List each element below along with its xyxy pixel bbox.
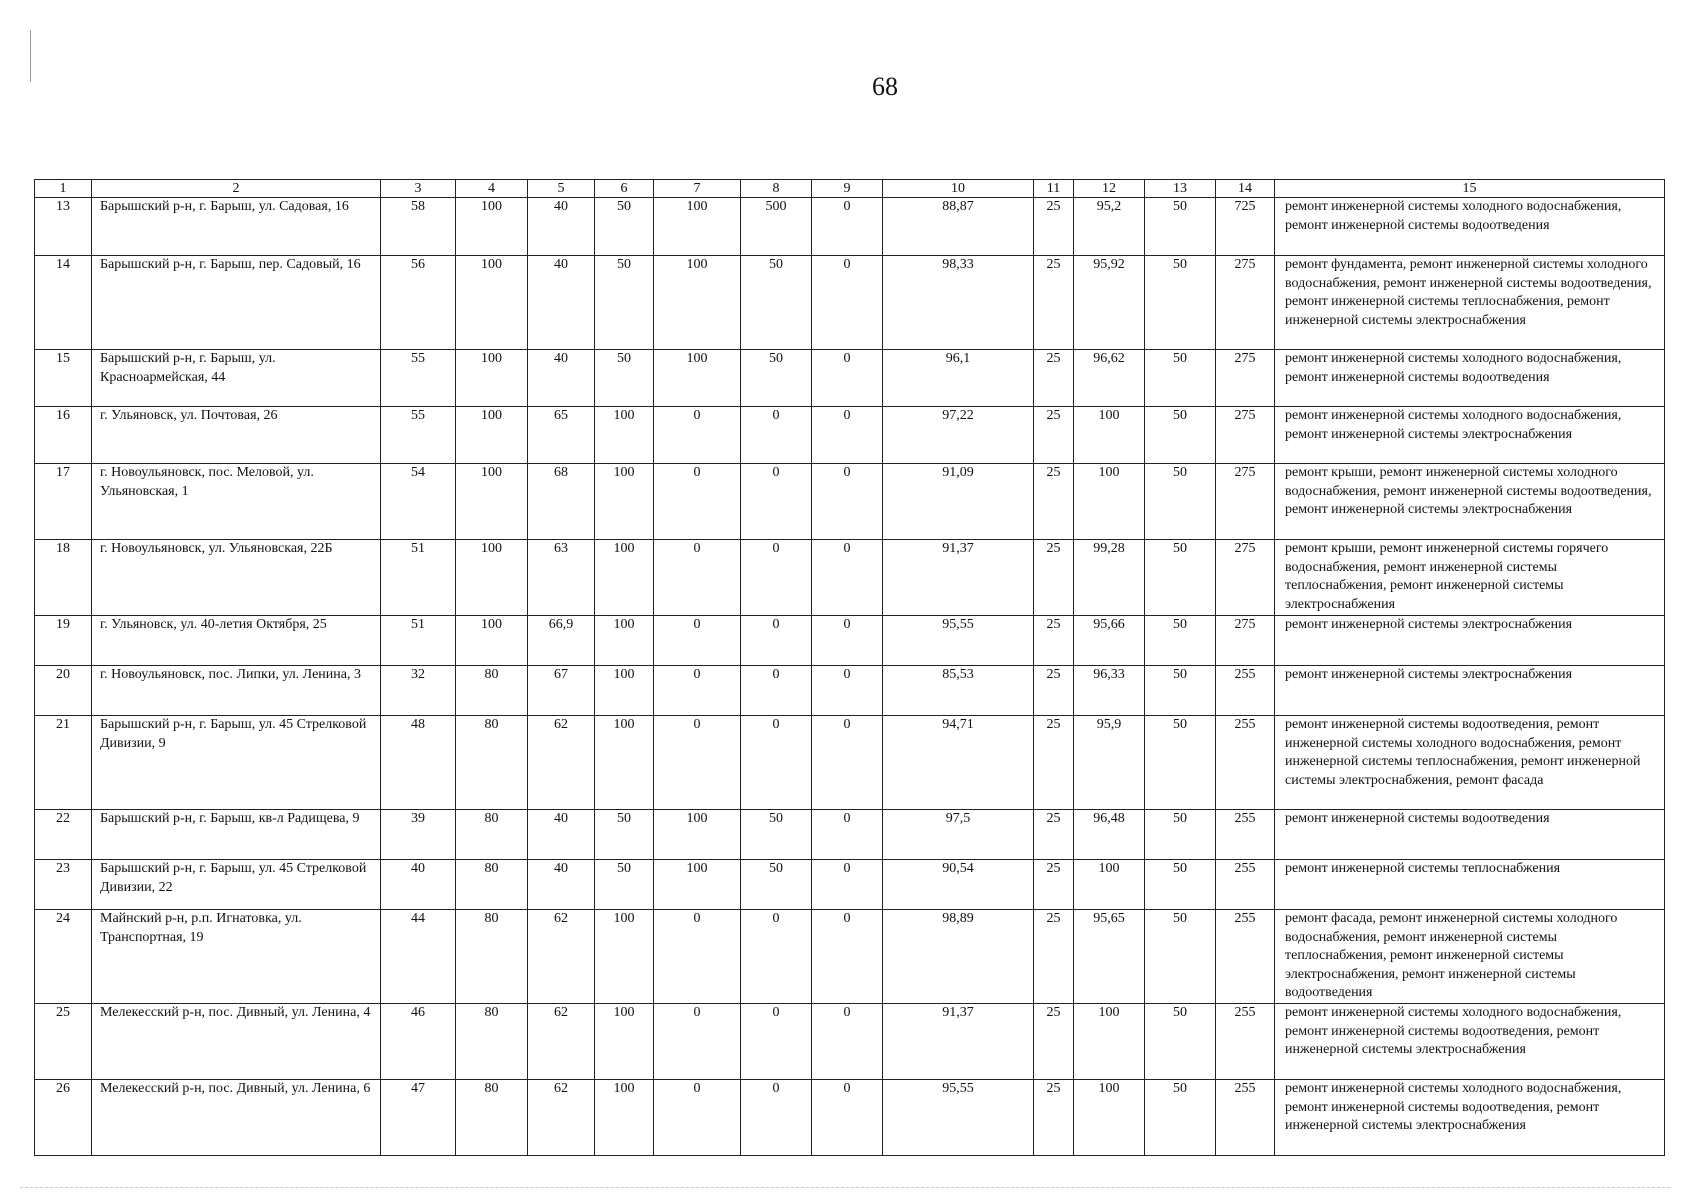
table-cell: 0 (741, 616, 812, 666)
table-row (35, 716, 1665, 810)
table-cell: 500 (741, 198, 812, 256)
table-cell: 80 (456, 910, 528, 1004)
table-cell: 0 (812, 1080, 883, 1156)
table-cell: 100 (456, 464, 528, 540)
table-row (35, 860, 1665, 910)
table-cell: 0 (654, 716, 741, 810)
works-cell: ремонт фундамента, ремонт инженерной системы холодного водоснабжения, ремонт инженерной системы водоотведения, ремонт инженерной системы теплоснабжения, ремонт инженерной системы электроснабжения (1275, 256, 1665, 350)
table-cell: 25 (1034, 1004, 1074, 1080)
table-row (35, 810, 1665, 860)
row-number-cell: 18 (35, 540, 92, 616)
table-cell: 54 (381, 464, 456, 540)
table-cell: 100 (654, 198, 741, 256)
table-cell: 50 (741, 810, 812, 860)
table-cell: 100 (595, 716, 654, 810)
table-cell: 99,28 (1074, 540, 1145, 616)
table-cell: 50 (1145, 407, 1216, 464)
table-cell: 100 (1074, 407, 1145, 464)
address-cell: Мелекесский р-н, пос. Дивный, ул. Ленина, 6 (92, 1080, 381, 1156)
table-cell: 40 (528, 256, 595, 350)
table-cell: 25 (1034, 1080, 1074, 1156)
table-row (35, 1080, 1665, 1156)
table-cell: 62 (528, 910, 595, 1004)
table-cell: 40 (528, 350, 595, 407)
address-cell: Мелекесский р-н, пос. Дивный, ул. Ленина, 4 (92, 1004, 381, 1080)
table-cell: 50 (1145, 716, 1216, 810)
row-number-cell: 16 (35, 407, 92, 464)
table-body (35, 180, 1665, 1156)
table-cell: 95,55 (883, 616, 1034, 666)
table-cell: 63 (528, 540, 595, 616)
table-cell: 97,5 (883, 810, 1034, 860)
table-cell: 25 (1034, 256, 1074, 350)
row-number-cell: 24 (35, 910, 92, 1004)
column-number-row (35, 180, 1665, 198)
table-cell: 40 (528, 198, 595, 256)
table-cell: 51 (381, 616, 456, 666)
table-cell: 95,2 (1074, 198, 1145, 256)
table-cell: 98,33 (883, 256, 1034, 350)
row-number-cell: 17 (35, 464, 92, 540)
page-number: 68 (872, 72, 898, 101)
table-cell: 50 (741, 860, 812, 910)
table-cell: 255 (1216, 666, 1275, 716)
table-cell: 80 (456, 666, 528, 716)
table-cell: 275 (1216, 540, 1275, 616)
row-number-cell: 21 (35, 716, 92, 810)
table-cell: 80 (456, 716, 528, 810)
column-number: 4 (456, 180, 528, 198)
table-cell: 98,89 (883, 910, 1034, 1004)
works-cell: ремонт инженерной системы водоотведения, ремонт инженерной системы холодного водоснабжения, ремонт инженерной системы теплоснабжения, ремонт инженерной системы электроснабжения, ремонт фасада (1275, 716, 1665, 810)
table-cell: 25 (1034, 860, 1074, 910)
table-cell: 80 (456, 1080, 528, 1156)
address-cell: Барышский р-н, г. Барыш, ул. Садовая, 16 (92, 198, 381, 256)
table-cell: 0 (654, 464, 741, 540)
address-cell: г. Ульяновск, ул. 40-летия Октября, 25 (92, 616, 381, 666)
table-cell: 100 (1074, 464, 1145, 540)
table-cell: 275 (1216, 616, 1275, 666)
table-cell: 50 (1145, 464, 1216, 540)
table-cell: 25 (1034, 198, 1074, 256)
table-cell: 255 (1216, 860, 1275, 910)
table-cell: 50 (1145, 810, 1216, 860)
table-cell: 0 (654, 1004, 741, 1080)
table-cell: 46 (381, 1004, 456, 1080)
table-cell: 97,22 (883, 407, 1034, 464)
table-row (35, 616, 1665, 666)
table-cell: 255 (1216, 1004, 1275, 1080)
table-cell: 50 (741, 256, 812, 350)
table-cell: 85,53 (883, 666, 1034, 716)
table-cell: 55 (381, 407, 456, 464)
table-cell: 100 (595, 540, 654, 616)
table-cell: 96,33 (1074, 666, 1145, 716)
table-cell: 94,71 (883, 716, 1034, 810)
table-cell: 100 (654, 810, 741, 860)
table-cell: 100 (595, 1004, 654, 1080)
table-cell: 0 (812, 256, 883, 350)
table-cell: 0 (812, 407, 883, 464)
table-cell: 0 (812, 1004, 883, 1080)
table-cell: 0 (812, 716, 883, 810)
address-cell: Барышский р-н, г. Барыш, ул. Красноармейская, 44 (92, 350, 381, 407)
table-cell: 25 (1034, 464, 1074, 540)
table-cell: 0 (741, 407, 812, 464)
table-cell: 95,55 (883, 1080, 1034, 1156)
row-number-cell: 13 (35, 198, 92, 256)
table-row (35, 666, 1665, 716)
table-cell: 44 (381, 910, 456, 1004)
works-cell: ремонт инженерной системы холодного водоснабжения, ремонт инженерной системы электроснабжения (1275, 407, 1665, 464)
table-cell: 50 (595, 256, 654, 350)
scan-artifact-line (20, 1187, 1670, 1188)
table-cell: 50 (1145, 1004, 1216, 1080)
table-cell: 95,9 (1074, 716, 1145, 810)
table-cell: 91,09 (883, 464, 1034, 540)
table-cell: 80 (456, 1004, 528, 1080)
table-cell: 275 (1216, 464, 1275, 540)
table-row (35, 198, 1665, 256)
table-cell: 0 (654, 666, 741, 716)
table-cell: 0 (741, 910, 812, 1004)
table-row (35, 256, 1665, 350)
table-cell: 58 (381, 198, 456, 256)
table-cell: 255 (1216, 910, 1275, 1004)
repair-table (34, 179, 1665, 1156)
works-cell: ремонт крыши, ремонт инженерной системы горячего водоснабжения, ремонт инженерной системы теплоснабжения, ремонт инженерной системы электроснабжения (1275, 540, 1665, 616)
table-cell: 0 (812, 616, 883, 666)
table-cell: 25 (1034, 716, 1074, 810)
table-cell: 100 (456, 256, 528, 350)
table-cell: 47 (381, 1080, 456, 1156)
address-cell: Барышский р-н, г. Барыш, ул. 45 Стрелковой Дивизии, 9 (92, 716, 381, 810)
table-cell: 25 (1034, 810, 1074, 860)
table-cell: 0 (654, 407, 741, 464)
table-cell: 25 (1034, 910, 1074, 1004)
address-cell: г. Новоульяновск, ул. Ульяновская, 22Б (92, 540, 381, 616)
works-cell: ремонт крыши, ремонт инженерной системы холодного водоснабжения, ремонт инженерной системы водоотведения, ремонт инженерной системы электроснабжения (1275, 464, 1665, 540)
table-cell: 62 (528, 1080, 595, 1156)
row-number-cell: 14 (35, 256, 92, 350)
row-number-cell: 25 (35, 1004, 92, 1080)
column-number: 14 (1216, 180, 1275, 198)
table-cell: 0 (741, 464, 812, 540)
address-cell: Барышский р-н, г. Барыш, кв-л Радищева, 9 (92, 810, 381, 860)
table-cell: 55 (381, 350, 456, 407)
table-cell: 0 (654, 540, 741, 616)
table-cell: 0 (812, 666, 883, 716)
table-cell: 275 (1216, 407, 1275, 464)
table-cell: 0 (654, 1080, 741, 1156)
table-cell: 96,62 (1074, 350, 1145, 407)
works-cell: ремонт инженерной системы холодного водоснабжения, ремонт инженерной системы водоотведения (1275, 350, 1665, 407)
table-cell: 100 (456, 350, 528, 407)
table-cell: 0 (812, 464, 883, 540)
table-cell: 0 (654, 616, 741, 666)
table-cell: 0 (812, 910, 883, 1004)
table-cell: 255 (1216, 810, 1275, 860)
table-row (35, 350, 1665, 407)
table-row (35, 464, 1665, 540)
row-number-cell: 22 (35, 810, 92, 860)
column-number: 13 (1145, 180, 1216, 198)
works-cell: ремонт инженерной системы теплоснабжения (1275, 860, 1665, 910)
table-cell: 0 (741, 1080, 812, 1156)
column-number: 11 (1034, 180, 1074, 198)
table-cell: 50 (595, 810, 654, 860)
table-cell: 25 (1034, 540, 1074, 616)
works-cell: ремонт инженерной системы электроснабжения (1275, 666, 1665, 716)
column-number: 10 (883, 180, 1034, 198)
table-cell: 0 (741, 666, 812, 716)
table-cell: 275 (1216, 256, 1275, 350)
table-cell: 275 (1216, 350, 1275, 407)
column-number: 2 (92, 180, 381, 198)
works-cell: ремонт фасада, ремонт инженерной системы холодного водоснабжения, ремонт инженерной системы теплоснабжения, ремонт инженерной системы электроснабжения, ремонт инженерной системы водоотведения (1275, 910, 1665, 1004)
table-cell: 25 (1034, 666, 1074, 716)
table-cell: 50 (1145, 666, 1216, 716)
table-cell: 100 (595, 616, 654, 666)
table-cell: 0 (741, 1004, 812, 1080)
table-cell: 100 (1074, 1080, 1145, 1156)
table-cell: 91,37 (883, 1004, 1034, 1080)
works-cell: ремонт инженерной системы холодного водоснабжения, ремонт инженерной системы водоотведения, ремонт инженерной системы электроснабжения (1275, 1004, 1665, 1080)
table-cell: 100 (1074, 1004, 1145, 1080)
table-cell: 100 (456, 407, 528, 464)
table-cell: 88,87 (883, 198, 1034, 256)
table-cell: 40 (381, 860, 456, 910)
column-number: 6 (595, 180, 654, 198)
table-cell: 96,1 (883, 350, 1034, 407)
column-number: 5 (528, 180, 595, 198)
table-cell: 91,37 (883, 540, 1034, 616)
table-cell: 25 (1034, 350, 1074, 407)
table-row (35, 1004, 1665, 1080)
table-cell: 50 (1145, 198, 1216, 256)
column-number: 3 (381, 180, 456, 198)
table-cell: 100 (654, 350, 741, 407)
address-cell: г. Ульяновск, ул. Почтовая, 26 (92, 407, 381, 464)
table-cell: 100 (595, 1080, 654, 1156)
table-cell: 100 (1074, 860, 1145, 910)
row-number-cell: 15 (35, 350, 92, 407)
table-cell: 50 (1145, 256, 1216, 350)
table-cell: 50 (1145, 910, 1216, 1004)
table-cell: 80 (456, 810, 528, 860)
table-cell: 95,92 (1074, 256, 1145, 350)
table-cell: 255 (1216, 716, 1275, 810)
table-cell: 100 (456, 616, 528, 666)
table-row (35, 540, 1665, 616)
table-cell: 40 (528, 860, 595, 910)
table-cell: 25 (1034, 616, 1074, 666)
table-cell: 68 (528, 464, 595, 540)
table-cell: 48 (381, 716, 456, 810)
table-cell: 95,66 (1074, 616, 1145, 666)
works-cell: ремонт инженерной системы холодного водоснабжения, ремонт инженерной системы водоотведения (1275, 198, 1665, 256)
column-number: 12 (1074, 180, 1145, 198)
table-row (35, 407, 1665, 464)
table-cell: 50 (1145, 350, 1216, 407)
table-cell: 65 (528, 407, 595, 464)
address-cell: г. Новоульяновск, пос. Липки, ул. Ленина, 3 (92, 666, 381, 716)
address-cell: Барышский р-н, г. Барыш, ул. 45 Стрелковой Дивизии, 22 (92, 860, 381, 910)
table-cell: 67 (528, 666, 595, 716)
table-cell: 90,54 (883, 860, 1034, 910)
table-cell: 56 (381, 256, 456, 350)
row-number-cell: 19 (35, 616, 92, 666)
table-cell: 50 (595, 198, 654, 256)
table-cell: 0 (741, 540, 812, 616)
table-cell: 725 (1216, 198, 1275, 256)
table-cell: 50 (1145, 860, 1216, 910)
table-cell: 50 (1145, 1080, 1216, 1156)
row-number-cell: 23 (35, 860, 92, 910)
table-cell: 62 (528, 716, 595, 810)
table-cell: 0 (812, 810, 883, 860)
column-number: 1 (35, 180, 92, 198)
table-cell: 80 (456, 860, 528, 910)
works-cell: ремонт инженерной системы водоотведения (1275, 810, 1665, 860)
table-cell: 96,48 (1074, 810, 1145, 860)
column-number: 8 (741, 180, 812, 198)
table-cell: 100 (654, 860, 741, 910)
table-cell: 0 (812, 540, 883, 616)
works-cell: ремонт инженерной системы холодного водоснабжения, ремонт инженерной системы водоотведения, ремонт инженерной системы электроснабжения (1275, 1080, 1665, 1156)
table-cell: 0 (812, 198, 883, 256)
column-number: 9 (812, 180, 883, 198)
table-cell: 95,65 (1074, 910, 1145, 1004)
table-cell: 32 (381, 666, 456, 716)
table-cell: 66,9 (528, 616, 595, 666)
table-cell: 62 (528, 1004, 595, 1080)
table-cell: 0 (812, 350, 883, 407)
address-cell: Майнский р-н, р.п. Игнатовка, ул. Транспортная, 19 (92, 910, 381, 1004)
address-cell: г. Новоульяновск, пос. Меловой, ул. Ульяновская, 1 (92, 464, 381, 540)
address-cell: Барышский р-н, г. Барыш, пер. Садовый, 16 (92, 256, 381, 350)
table-cell: 100 (456, 198, 528, 256)
table-cell: 0 (812, 860, 883, 910)
table-cell: 25 (1034, 407, 1074, 464)
table-cell: 0 (741, 716, 812, 810)
table-cell: 50 (741, 350, 812, 407)
column-number: 15 (1275, 180, 1665, 198)
column-number: 7 (654, 180, 741, 198)
table-cell: 100 (595, 910, 654, 1004)
table-cell: 51 (381, 540, 456, 616)
works-cell: ремонт инженерной системы электроснабжения (1275, 616, 1665, 666)
table-cell: 100 (595, 666, 654, 716)
table-cell: 50 (1145, 616, 1216, 666)
table-cell: 0 (654, 910, 741, 1004)
table-row (35, 910, 1665, 1004)
table-cell: 100 (654, 256, 741, 350)
table-cell: 50 (595, 860, 654, 910)
table-cell: 50 (1145, 540, 1216, 616)
table-cell: 100 (595, 407, 654, 464)
row-number-cell: 20 (35, 666, 92, 716)
row-number-cell: 26 (35, 1080, 92, 1156)
table-cell: 255 (1216, 1080, 1275, 1156)
table-cell: 39 (381, 810, 456, 860)
table-cell: 50 (595, 350, 654, 407)
table-cell: 100 (595, 464, 654, 540)
table-cell: 100 (456, 540, 528, 616)
table-cell: 40 (528, 810, 595, 860)
